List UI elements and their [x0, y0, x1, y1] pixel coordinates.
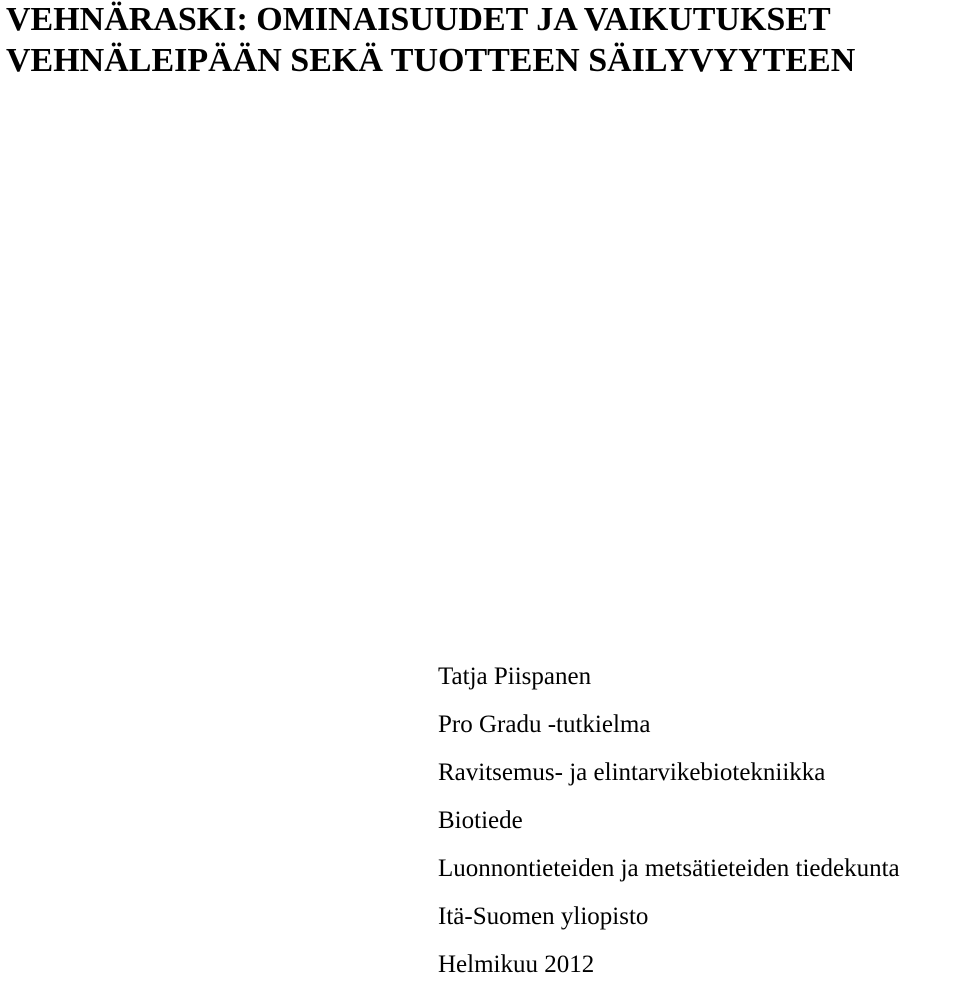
- title-line-1: VEHNÄRASKI: OMINAISUUDET JA VAIKUTUKSET: [6, 1, 831, 38]
- department: Biotiede: [438, 807, 523, 834]
- faculty: Luonnontieteiden ja metsätieteiden tiedekunta: [438, 855, 900, 882]
- title-line-2: VEHNÄLEIPÄÄN SEKÄ TUOTTEEN SÄILYVYYTEEN: [6, 42, 856, 79]
- thesis-info: [438, 662, 900, 998]
- university: Itä-Suomen yliopisto: [438, 903, 649, 930]
- thesis-type: Pro Gradu -tutkielma: [438, 711, 651, 738]
- major-subject: Ravitsemus- ja elintarvikebiotekniikka: [438, 759, 826, 786]
- date: Helmikuu 2012: [438, 951, 595, 978]
- thesis-title: [6, 0, 956, 83]
- author-name: Tatja Piispanen: [438, 663, 592, 690]
